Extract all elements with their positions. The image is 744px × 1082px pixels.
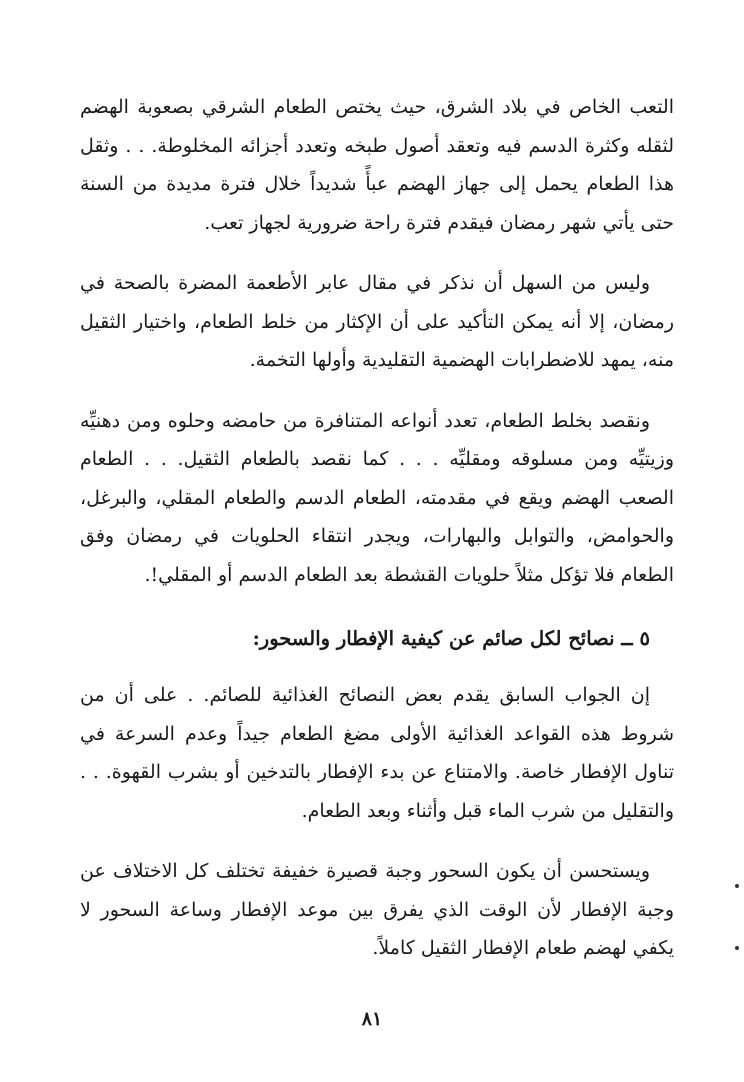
page-number: ٨١	[361, 1008, 383, 1030]
paragraph-1: التعب الخاص في بلاد الشرق، حيث يختص الطعام الشرقي بصعوبة الهضم لثقله وكثرة الدسم فيه وتعقد أصول طبخه وتعدد أجزائه المخلوطة. . . وثقل هذا الطعام يحمل إلى جهاز الهضم عبأً شديداً خلال فترة مديدة من السنة حتى يأتي شهر رمضان فيقدم فترة راحة ضرورية لجهاز تعب.	[80, 96, 674, 234]
margin-dot-icon	[735, 946, 739, 950]
paragraph-2: وليس من السهل أن نذكر في مقال عابر الأطعمة المضرة بالصحة في رمضان، إلا أنه يمكن التأكيد على أن الإكثار من خلط الطعام، واختيار الثقيل منه، يمهد للاضطرابات الهضمية التقليدية وأولها التخمة.	[80, 272, 674, 371]
section-heading: ٥ ــ نصائح لكل صائم عن كيفية الإفطار والسحور:	[252, 627, 650, 650]
paragraph-4: إن الجواب السابق يقدم بعض النصائح الغذائية للصائم. . على أن من شروط هذه القواعد الغذائية الأولى مضغ الطعام جيداً وعدم السرعة في تناول الإفطار خاصة. والامتناع عن بدء الإفطار بالتدخين أو بشرب القهوة. . . والتقليل من شرب الماء قبل وأثناء وبعد الطعام.	[80, 684, 674, 822]
margin-dot-icon	[735, 884, 739, 888]
page-body	[80, 88, 674, 990]
paragraph-3: ونقصد بخلط الطعام، تعدد أنواعه المتنافرة من حامضه وحلوه ومن دهنيِّه وزيتيِّه ومن مسلوقه ومقليِّه . . . كما نقصد بالطعام الثقيل. . . الطعام الصعب الهضم ويقع في مقدمته، الطعام الدسم والطعام المقلي، والبرغل، والحوامض، والتوابل والبهارات، ويجدر انتقاء الحلويات في رمضان وفق الطعام فلا تؤكل مثلاً حلويات القشطة بعد الطعام الدسم أو المقلي!.	[80, 409, 674, 586]
paragraph-5: ويستحسن أن يكون السحور وجبة قصيرة خفيفة تختلف كل الاختلاف عن وجبة الإفطار لأن الوقت الذي يفرق بين موعد الإفطار وساعة السحور لا يكفي لهضم طعام الإفطار الثقيل كاملاً.	[80, 860, 674, 959]
